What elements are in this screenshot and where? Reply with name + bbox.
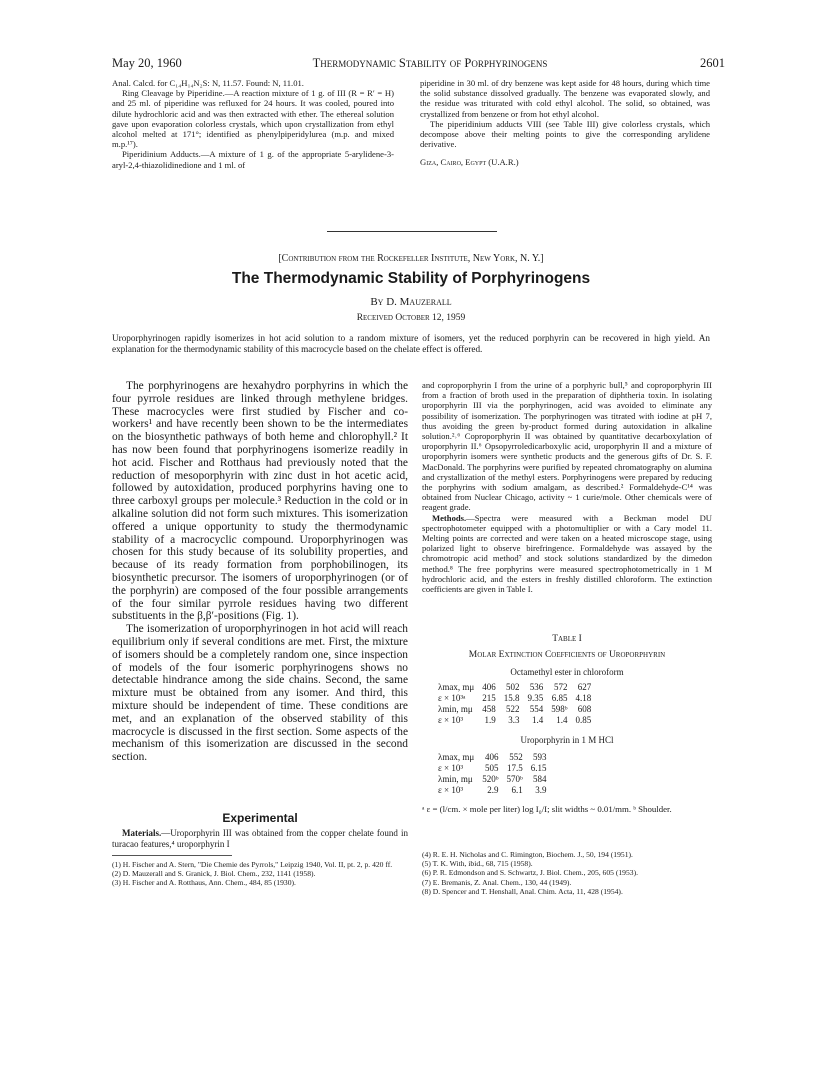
left-column [112,380,408,764]
table-ester [438,681,595,725]
footnote-5: (5) T. K. With, ibid., 68, 715 (1958). [422,859,533,869]
prev-ring-cleavage: Ring Cleavage by Piperidine.—A reaction mixture of 1 g. of III (R = R′ = H) and 25 ml. of piperidine was refluxed for 24 hours. It was cooled, poured into dilute hydrochloric acid and was then extracted with ether. The ethereal solution gave upon evaporation colorless crystals, which upon crystallization from ethyl alcohol melted at 171°; identified as phenylpiperidylurea (m.p. and mixed m.p.¹⁷). [112,88,394,150]
methods-lead: Methods. [432,512,467,523]
table-hcl [438,751,551,795]
footnote-8: (8) D. Spencer and T. Henshall, Anal. Chim. Acta, 11, 428 (1954). [422,886,623,896]
footnotes-right [422,850,718,896]
table-row: ε × 10³ 1.9 3.3 1.4 1.4 0.85 [438,714,592,725]
byline: By D. Mauzerall [370,296,452,308]
prev-right-para2: The piperidinium adducts VIII (see Table III) give colorless crystals, which decompose above their melting points to give the corresponding arylidene derivative. [420,118,710,150]
right-column [422,380,712,594]
footnote-2: (2) D. Mauzerall and S. Granick, J. Biol. Chem., 232, 1141 (1958). [112,869,316,879]
footnote-6: (6) P. R. Edmondson and S. Schwartz, J. Biol. Chem., 205, 605 (1953). [422,868,638,878]
methods-text: —Spectra were measured with a Beckman model DU spectrophotometer equipped with a photomultiplier or with a Cary model 11. Melting points are corrected and were taken on a heated microscope stage, using polarized light to observe birefringence. Formaldehyde was assayed by the chromotropic acid method⁷ and stock solutions standardized by the dimedon method.⁸ The free porphyrins were measured spectrophotometrically in 1 M hydrochloric acid, and the esters in freshly distilled chloroform. The extinction coefficients are given in Table I. [422,512,712,595]
prev-anal: Anal. Calcd. for C₁₄H₁₄N₂S: N, 11.57. Found: N, 11.01. [112,78,304,88]
table-subheading-hcl: Uroporphyrin in 1 M HCl [520,735,614,745]
prev-right-para1: piperidine in 30 ml. of dry benzene was kept aside for 48 hours, during which time the solid substance dissolved gradually. The benzene was evaporated slowly, and the residue was triturated with cold ethyl alcohol. The solid, so obtained, was crystallized from benzene or from hot ethyl alcohol. [420,78,710,119]
materials-continued: and coproporphyrin I from the urine of a porphyric bull,⁵ and coproporphyrin III from a fraction of broth used in the preparation of diphtheria toxin. In isolating uroporphyrin III via the porphyrinogen, acid was avoided to eliminate any possibility of isomerization. The porphyrinogen was titrated with iodine at pH 7, thus avoiding the green by-product formed during autoxidation in alkaline solution.²˒⁶ Coproporphyrin II was obtained by quantitative decarboxylation of uroporphyrin II.⁶ Opsopyrroledicarboxylic acid, uroporphyrin II and a mixture of uroporphyrin isomers were synthetic products and the generous gifts of Dr. S. F. MacDonald. The porphyrins were purified by repeated chromatography on alumina and crystallization of the methyl esters. Porphyrinogens were prepared by reducing the porphyrins with sodium amalgam, as described.² Formaldehyde-C¹⁴ was obtained from Nuclear Chicago, activity ~ 1 curie/mole. Other chemicals were of reagent grade. [422,380,712,513]
prev-article-left [112,78,394,170]
materials-text: —Uroporphyrin III was obtained from the copper chelate found in turacao features,⁴ uroporphyrin I [112,828,408,849]
running-title: Thermodynamic Stability of Porphyrinogens [312,56,548,70]
table-row: ε × 10³ 2.9 6.1 3.9 [438,784,547,795]
page-number: 2601 [700,56,725,70]
table-row: ε × 10³ 505 17.5 6.15 [438,762,547,773]
table-row: ε × 10³ᵃ 215 15.8 9.35 6.85 4.18 [438,692,592,703]
intro-paragraph: The porphyrinogens are hexahydro porphyrins in which the four pyrrole residues are linked through methylene bridges. These macrocycles were first studied by Fischer and co-workers¹ and have recently been shown to be the intermediates on the biosynthetic pathways of both heme and chlorophyll.² It has now been found that porphyrinogens isomerize readily in hot acid. Fischer and Rotthaus had previously noted that the reduction of mesoporphyrin with zinc dust in hot acetic acid, followed by autoxidation, produced porphyrins having one to three carboxyl groups per molecule.³ Reduction in the cold or in alkaline solution did not form such mixtures. This isomerization offered a unique opportunity to study the thermodynamic stability of a macrocyclic compound. Uroporphyrinogen was chosen for this study because of its solubility properties, and because of its ready formation from porphobilinogen, its biosynthetic precursor. The isomers of uroporphyrinogen (or of the porphyrin) are composed of the four possible arrangements of the four similar pyrrole residues having two different substituents in the β,β′-positions (Fig. 1). [112,380,408,623]
footnote-7: (7) E. Bremanis, Z. Anal. Chem., 130, 44 (1949). [422,877,572,887]
table-row: λmin, mμ 458 522 554 598ᵇ 608 [438,703,592,714]
table-number: Table I [552,634,582,644]
header-date: May 20, 1960 [112,56,182,70]
contribution-line: [Contribution from the Rockefeller Institute, New York, N. Y.] [278,253,544,264]
materials-paragraph [112,828,408,849]
footnote-3: (3) H. Fischer and A. Rotthaus, Ann. Chem., 484, 85 (1930). [112,878,296,888]
article-title: The Thermodynamic Stability of Porphyrinogens [231,270,591,287]
footnote-rule-left [112,855,232,856]
footnotes-left [112,860,408,888]
table-row: λmin, mμ 520ᵇ 570ᵇ 584 [438,773,547,784]
table-caption: Molar Extinction Coefficients of Uroporphyrin [468,650,666,660]
prev-location: Giza, Cairo, Egypt (U.A.R.) [420,157,519,168]
prev-piperidinium: Piperidinium Adducts.—A mixture of 1 g. of the appropriate 5-arylidene-3-aryl-2,4-thiazolidinedione and 1 ml. of [112,149,394,170]
table-row: λmax, mμ 406 502 536 572 627 [438,681,592,692]
article-divider [327,231,497,232]
footnote-4: (4) R. E. H. Nicholas and C. Rimington, Biochem. J., 50, 194 (1951). [422,850,633,859]
table-footnote [422,804,712,814]
received-date: Received October 12, 1959 [356,313,466,323]
conditions-paragraph: The isomerization of uroporphyrinogen in hot acid will reach equilibrium only if several conditions are met. First, the mixture of isomers should be a completely random one, since inspection of models of the four isomeric porphyrinogens shows no detectable hindrance among the side chains. Second, the same mixture must be obtained from any isomer. And third, this mixture should be independent of time. These conditions are met, and an explanation of the observed stability of this macrocycle is discussed in the first section. Some aspects of the mechanism of this isomerization are discussed in the second section. [112,623,408,764]
prev-article-right [420,78,710,168]
table-note: ᵃ ε = (l/cm. × mole per liter) log I₀/I; slit widths ~ 0.01/mm. ᵇ Shoulder. [422,804,672,814]
abstract-text: Uroporphyrinogen rapidly isomerizes in hot acid solution to a random mixture of isomers, yet the reduced porphyrin can be recovered in high yield. An explanation for the thermodynamic stability of this macrocycle based on the chelate effect is offered. [112,333,710,354]
footnote-1: (1) H. Fischer and A. Stern, "Die Chemie des Pyrrols," Leipzig 1940, Vol. II, pt. 2, p. 420 ff. [112,860,393,869]
abstract [112,333,710,354]
table-row: λmax, mμ 406 552 593 [438,751,547,762]
section-heading-experimental: Experimental [222,811,298,825]
materials-lead: Materials. [122,828,162,838]
table-subheading-ester: Octamethyl ester in chloroform [510,667,624,677]
